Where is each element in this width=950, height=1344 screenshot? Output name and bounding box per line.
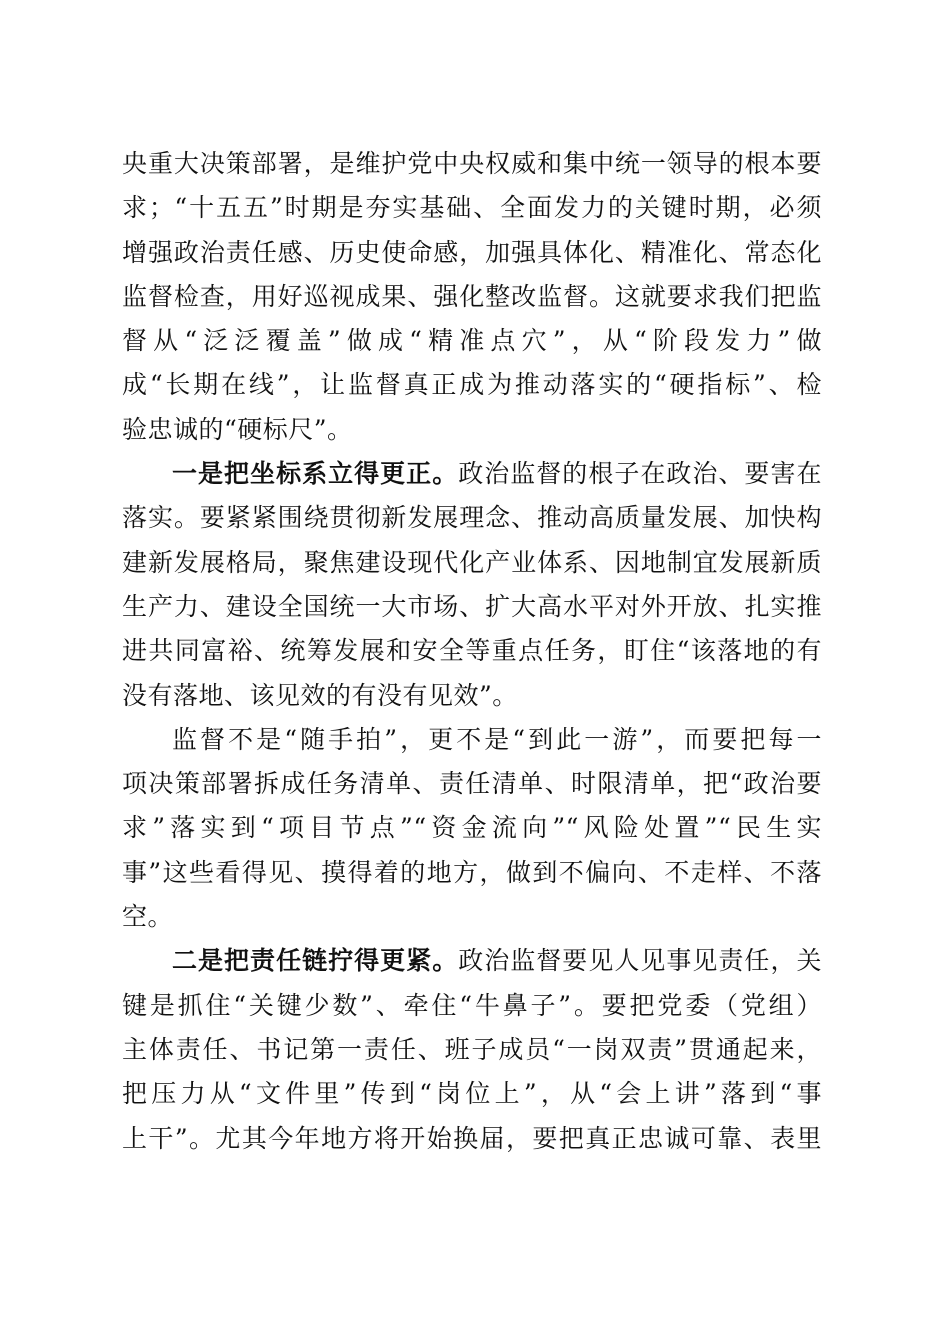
text-line: 键是抓住“关键少数”、牵住“牛鼻子”。要把党委（党组） xyxy=(122,990,822,1020)
text-line: 监督检查，用好巡视成果、强化整改监督。这就要求我们把监 xyxy=(122,281,822,311)
text-line: 督从“泛泛覆盖”做成“精准点穴”，从“阶段发力”做 xyxy=(122,326,822,356)
text-line xyxy=(122,452,822,496)
text-line: 增强政治责任感、历史使命感，加强具体化、精准化、常态化 xyxy=(122,237,822,267)
paragraph-2 xyxy=(122,452,822,718)
text-run: 政治监督要见人见事见责任，关 xyxy=(458,946,822,976)
document-body xyxy=(122,142,822,1161)
text-line: 把压力从“文件里”传到“岗位上”，从“会上讲”落到“事 xyxy=(122,1079,822,1109)
text-line: 主体责任、书记第一责任、班子成员“一岗双责”贯通起来， xyxy=(122,1034,822,1064)
text-line: 验忠诚的“硬标尺”。 xyxy=(122,414,353,444)
text-line: 事”这些看得见、摸得着的地方，做到不偏向、不走样、不落 xyxy=(122,857,822,887)
paragraph-1 xyxy=(122,142,822,452)
text-line: 上干”。尤其今年地方将开始换届，要把真正忠诚可靠、表里 xyxy=(122,1123,822,1153)
text-line: 成“长期在线”，让监督真正成为推动落实的“硬指标”、检 xyxy=(122,370,822,400)
paragraph-4 xyxy=(122,939,822,1160)
text-line: 求”落实到“项目节点”“资金流向”“风险处置”“民生实 xyxy=(122,813,822,843)
text-line: 落实。要紧紧围绕贯彻新发展理念、推动高质量发展、加快构 xyxy=(122,503,822,533)
text-line: 项决策部署拆成任务清单、责任清单、时限清单，把“政治要 xyxy=(122,769,822,799)
text-line: 央重大决策部署，是维护党中央权威和集中统一领导的根本要 xyxy=(122,149,822,178)
text-line: 没有落地、该见效的有没有见效”。 xyxy=(122,680,518,710)
text-line: 空。 xyxy=(122,902,174,932)
text-line: 建新发展格局，聚焦建设现代化产业体系、因地制宜发展新质 xyxy=(122,547,822,577)
text-line: 求；“十五五”时期是夯实基础、全面发力的关键时期，必须 xyxy=(122,193,822,223)
text-line: 监督不是“随手拍”，更不是“到此一游”，而要把每一 xyxy=(172,724,822,754)
text-line: 生产力、建设全国统一大市场、扩大高水平对外开放、扎实推 xyxy=(122,591,822,621)
section-heading: 二是把责任链拧得更紧。 xyxy=(172,946,459,976)
section-heading: 一是把坐标系立得更正。 xyxy=(172,459,459,489)
text-line xyxy=(122,939,822,983)
paragraph-3 xyxy=(122,718,822,939)
text-line: 进共同富裕、统筹发展和安全等重点任务，盯住“该落地的有 xyxy=(122,636,822,666)
text-run: 政治监督的根子在政治、要害在 xyxy=(458,459,822,489)
